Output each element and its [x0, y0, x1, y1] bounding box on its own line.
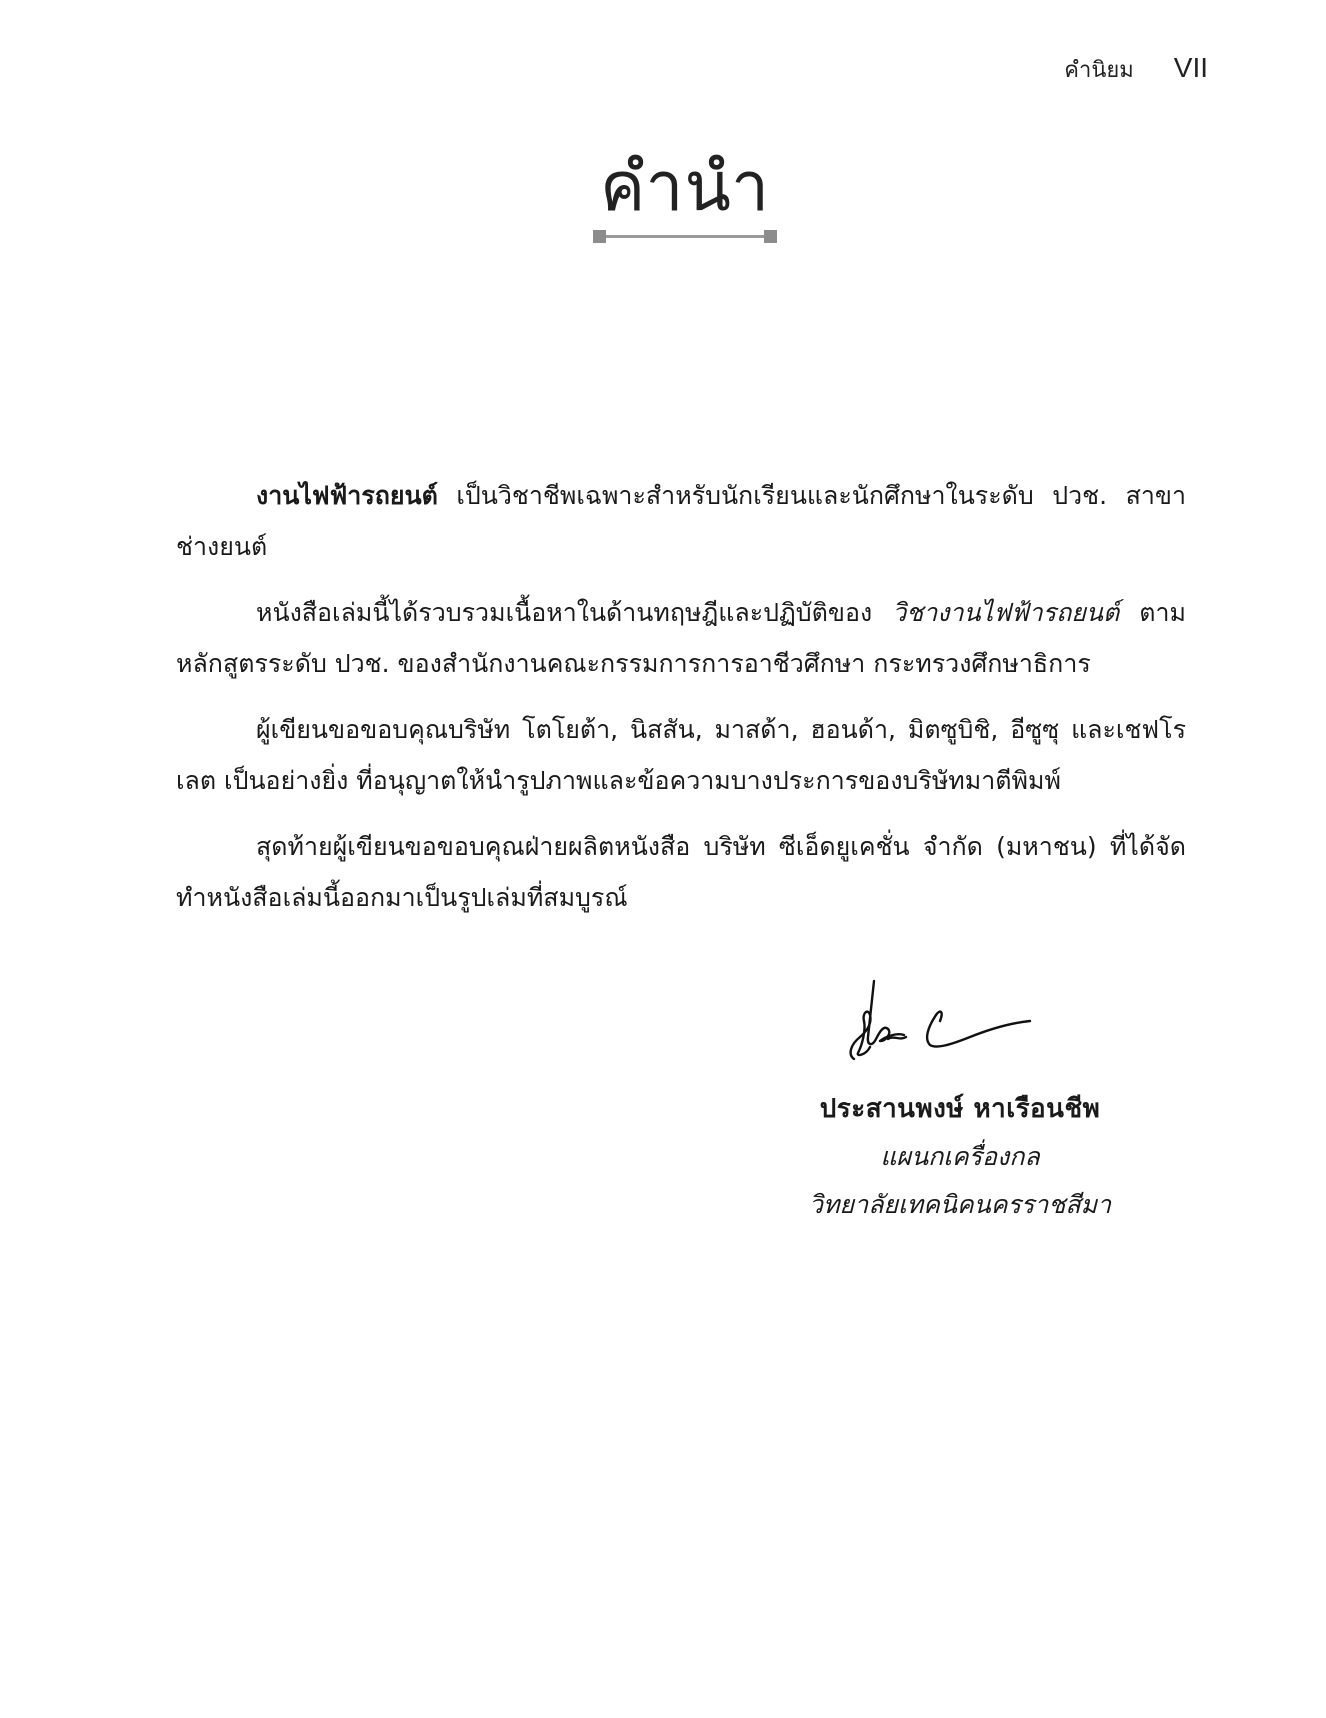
page-title: คำนำ [599, 148, 771, 227]
preface-body [176, 470, 1186, 938]
course-name-italic: วิชางานไฟฟ้ารถยนต์ [892, 598, 1120, 627]
paragraph-4: สุดท้ายผู้เขียนขอขอบคุณฝ่ายผลิตหนังสือ บริษัท ซีเอ็ดยูเคชั่น จำกัด (มหาชน) ที่ได้จัดทำหนังสือเล่มนี้ออกมาเป็นรูปเล่มที่สมบูรณ์ [176, 832, 1186, 912]
book-subject-bold: งานไฟฟ้ารถยนต์ [256, 481, 438, 510]
ornament-square-left [593, 230, 606, 243]
title-block [0, 150, 1326, 242]
ornament-square-right [764, 230, 777, 243]
running-header [1064, 52, 1208, 87]
signature-block [770, 975, 1150, 1229]
paragraph-1 [176, 470, 1186, 572]
signer-department: แผนกเครื่องกล [880, 1142, 1040, 1171]
title-underline [599, 235, 771, 238]
signer-name: ประสานพงษ์ หาเรือนชีพ [819, 1094, 1101, 1124]
paragraph-3: ผู้เขียนขอขอบคุณบริษัท โตโยต้า, นิสสัน, มาสด้า, ฮอนด้า, มิตซูบิชิ, อีซูซุ และเชฟโรเลต เป็นอย่างยิ่ง ที่อนุญาตให้นำรูปภาพและข้อความบางประการของบริษัทมาตีพิมพ์ [176, 715, 1186, 795]
title-underline-ornament [593, 230, 777, 242]
signer-organization: วิทยาลัยเทคนิคนครราชสีมา [808, 1190, 1112, 1219]
handwritten-signature [840, 975, 1040, 1065]
page-number: VII [1173, 52, 1208, 83]
paragraph-2-text-before: หนังสือเล่มนี้ได้รวบรวมเนื้อหาในด้านทฤษฎีและปฏิบัติของ [256, 598, 893, 627]
paragraph-1-text: เป็นวิชาชีพเฉพาะสำหรับนักเรียนและนักศึกษาในระดับ ปวช. สาขาช่างยนต์ [176, 481, 1186, 561]
running-header-section: คำนิยม [1064, 58, 1134, 83]
paragraph-2-text-after: ตามหลักสูตรระดับ ปวช. ของสำนักงานคณะกรรมการการอาชีวศึกษา กระทรวงศึกษาธิการ [176, 598, 1186, 678]
paragraph-2 [176, 587, 1186, 689]
